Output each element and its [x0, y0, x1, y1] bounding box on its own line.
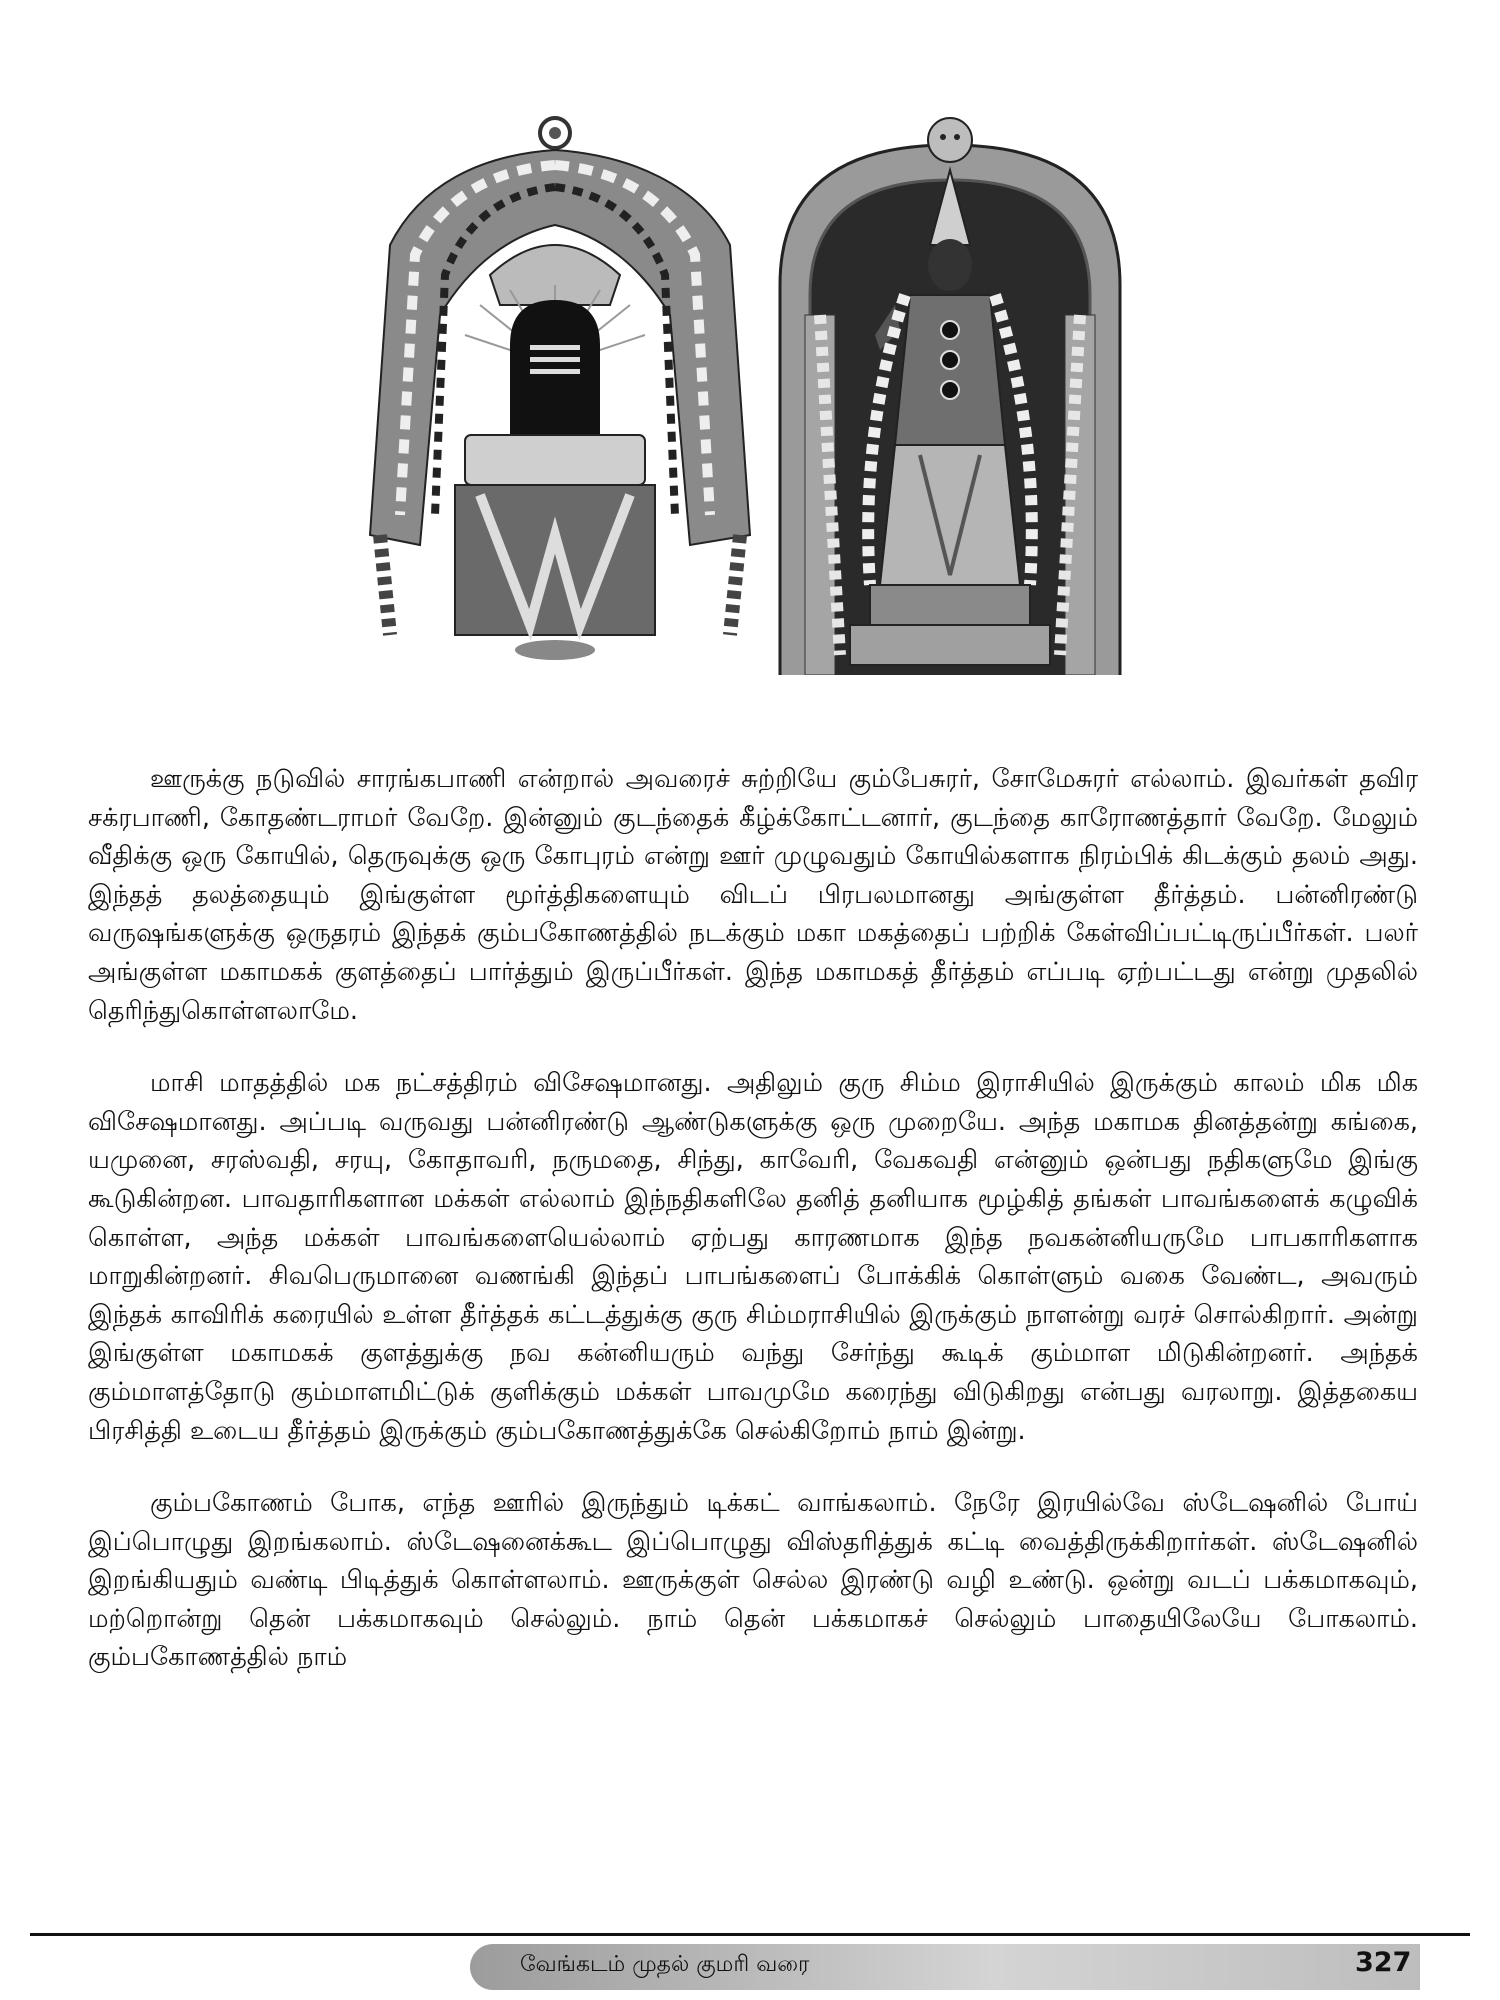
paragraph-2: மாசி மாதத்தில் மக நட்சத்திரம் விசேஷமானது. அதிலும் குரு சிம்ம இராசியில் இருக்கும் காலம் மிக மிக விசேஷமானது. அப்படி வருவது பன்னிரண்டு ஆண்டுகளுக்கு ஒரு முறையே. அந்த மகாமக தினத்தன்று கங்கை, யமுனை, சரஸ்வதி, சரயு, கோதாவரி, நருமதை, சிந்து, காவேரி, வேகவதி என்னும் ஒன்பது நதிகளுமே இங்கு கூடுகின்றன. பாவதாரிகளான மக்கள் எல்லாம் இந்நதிகளிலே தனித் தனியாக மூழ்கித் தங்கள் பாவங்களைக் கழுவிக் கொள்ள, அந்த மக்கள் பாவங்களையெல்லாம் ஏற்பது காரணமாக இந்த நவகன்னியருமே பாபகாரிகளாக மாறுகின்றனர். சிவபெருமானை வணங்கி இந்தப் பாபங்களைப் போக்கிக் கொள்ளும் வகை வேண்ட, அவரும் இந்தக் காவிரிக் கரையில் உள்ள தீர்த்தக் கட்டத்துக்கு குரு சிம்மராசியில் இருக்கும் நாளன்று வரச் சொல்கிறார். அன்று இங்குள்ள மகாமகக் குளத்துக்கு நவ கன்னியரும் வந்து சேர்ந்து கூடிக் கும்மாள மிடுகின்றனர். அந்தக் கும்மாளத்தோடு கும்மாளமிட்டுக் குளிக்கும் மக்கள் பாவமுமே கரைந்து விடுகிறது என்பது வரலாறு. இத்தகைய பிரசித்தி உடைய தீர்த்தம் இருக்கும் கும்பகோணத்துக்கே செல்கிறோம் நாம் இன்று. — [88, 1068, 1418, 1446]
photo-pair — [360, 115, 1140, 675]
book-title: வேங்கடம் முதல் குமரி வரை — [520, 1952, 810, 1977]
page-number: 327 — [1355, 1947, 1412, 1978]
shiva-lingam-photo — [360, 115, 770, 675]
article-body — [88, 760, 1418, 1711]
paragraph-1: ஊருக்கு நடுவில் சாரங்கபாணி என்றால் அவரைச் சுற்றியே கும்பேசுரர், சோமேசுரர் எல்லாம். இவர்கள் தவிர சக்ரபாணி, கோதண்டராமர் வேறே. இன்னும் குடந்தைக் கீழ்க்கோட்டனார், குடந்தை காரோணத்தார் வேறே. மேலும் வீதிக்கு ஒரு கோயில், தெருவுக்கு ஒரு கோபுரம் என்று ஊர் முழுவதும் கோயில்களாக நிரம்பிக் கிடக்கும் தலம் அது. இந்தத் தலத்தையும் இங்குள்ள மூர்த்திகளையும் விடப் பிரபலமானது அங்குள்ள தீர்த்தம். பன்னிரண்டு வருஷங்களுக்கு ஒருதரம் இந்தக் கும்பகோணத்தில் நடக்கும் மகா மகத்தைப் பற்றிக் கேள்விப்பட்டிருப்பீர்கள். பலர் அங்குள்ள மகாமகக் குளத்தைப் பார்த்தும் இருப்பீர்கள். இந்த மகாமகத் தீர்த்தம் எப்படி ஏற்பட்டது என்று முதலில் தெரிந்துகொள்ளலாமே. — [88, 764, 1418, 1026]
footer-rule — [30, 1933, 1470, 1936]
vishnu-idol-photo — [760, 115, 1140, 675]
paragraph-3: கும்பகோணம் போக, எந்த ஊரில் இருந்தும் டிக்கட் வாங்கலாம். நேரே இரயில்வே ஸ்டேஷனில் போய் இப்பொழுது இறங்கலாம். ஸ்டேஷனைக்கூட இப்பொழுது விஸ்தரித்துக் கட்டி வைத்திருக்கிறார்கள். ஸ்டேஷனில் இறங்கியதும் வண்டி பிடித்துக் கொள்ளலாம். ஊருக்குள் செல்ல இரண்டு வழி உண்டு. ஒன்று வடப் பக்கமாகவும், மற்றொன்று தென் பக்கமாகவும் செல்லும். நாம் தென் பக்கமாகச் செல்லும் பாதையிலேயே போகலாம். கும்பகோணத்தில் நாம் — [88, 1488, 1418, 1673]
